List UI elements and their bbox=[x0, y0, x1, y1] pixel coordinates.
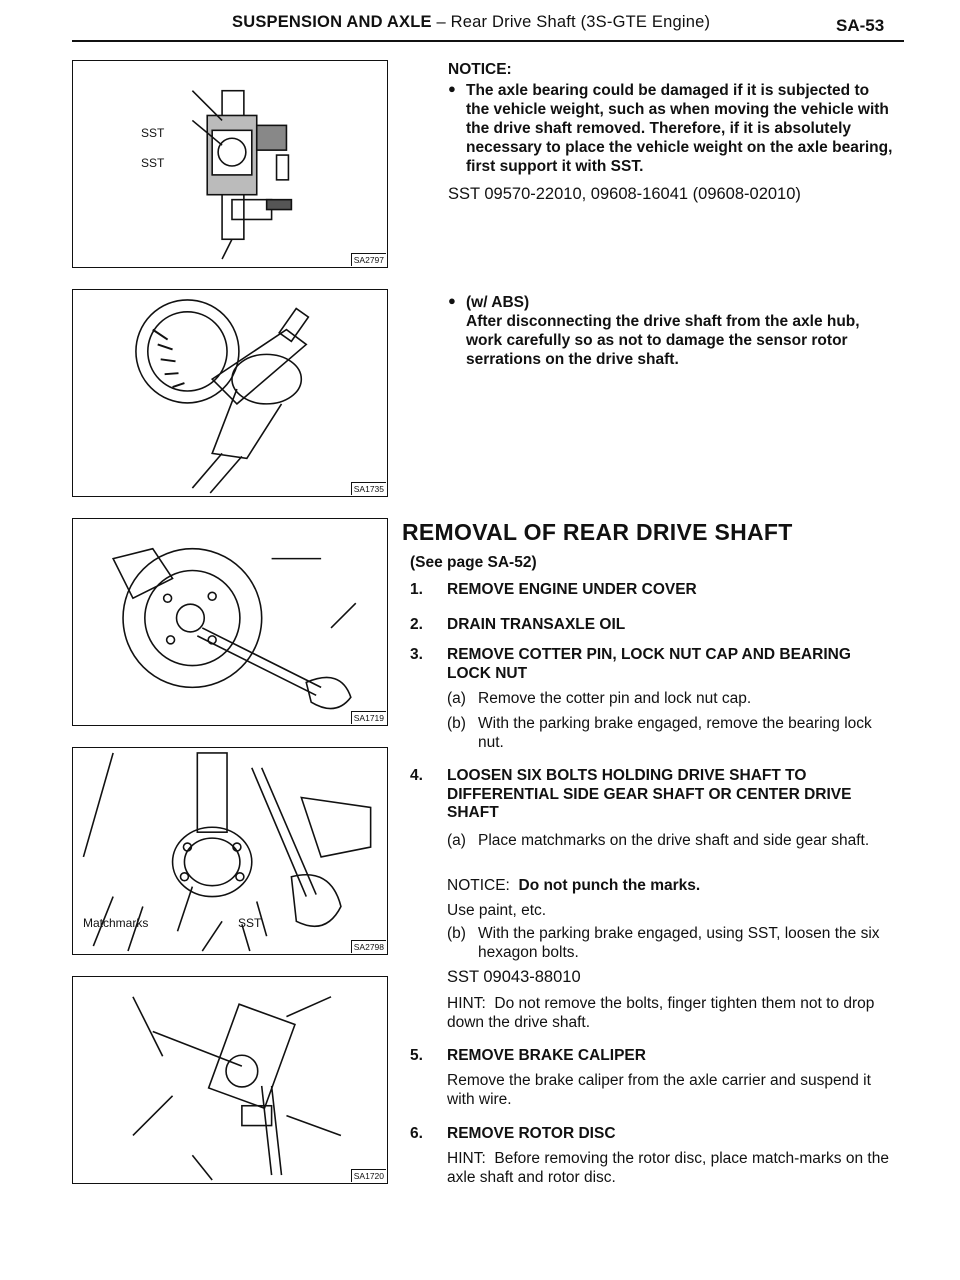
header-rule bbox=[72, 40, 904, 42]
step-4 bbox=[410, 767, 890, 823]
sub-text: Remove the cotter pin and lock nut cap. bbox=[478, 690, 752, 707]
step-number: 3. bbox=[410, 646, 423, 663]
notice-sst: SST 09570-22010, 09608-16041 (09608-02010) bbox=[448, 185, 801, 204]
axle-hub-illustration bbox=[73, 61, 387, 267]
notice-block bbox=[448, 60, 896, 205]
step-4-sst: SST 09043-88010 bbox=[447, 968, 581, 986]
step-2 bbox=[410, 616, 890, 635]
figure-code: SA2797 bbox=[351, 253, 386, 266]
hint-text: Do not remove the bolts, finger tighten them not to drop down the drive shaft. bbox=[447, 995, 875, 1031]
sub-text: With the parking brake engaged, remove the bearing lock nut. bbox=[478, 715, 872, 751]
hint-text: Before removing the rotor disc, place match-marks on the axle shaft and rotor disc. bbox=[447, 1150, 889, 1186]
sub-label: (a) bbox=[447, 832, 466, 849]
header-section: SUSPENSION AND AXLE bbox=[232, 13, 432, 31]
figure-brake-caliper bbox=[72, 976, 388, 1184]
step-title: REMOVE ENGINE UNDER COVER bbox=[447, 581, 697, 598]
step-3 bbox=[410, 646, 890, 683]
sub-text: With the parking brake engaged, using SST, loosen the six hexagon bolts. bbox=[478, 925, 880, 961]
hint-label: HINT: bbox=[447, 1150, 486, 1167]
brake-disc-illustration bbox=[73, 519, 387, 725]
step-1 bbox=[410, 581, 890, 600]
figure-code: SA1735 bbox=[351, 482, 386, 495]
notice-heading: NOTICE: bbox=[448, 61, 512, 78]
figure-label-sst: SST bbox=[238, 916, 262, 930]
step-title: REMOVE BRAKE CALIPER bbox=[447, 1047, 646, 1064]
figure-lock-nut bbox=[72, 518, 388, 726]
sub-label: (a) bbox=[447, 690, 466, 707]
step-title: DRAIN TRANSAXLE OIL bbox=[447, 616, 626, 633]
step-5 bbox=[410, 1047, 890, 1066]
hint-label: HINT: bbox=[447, 995, 486, 1012]
figure-label-sst-1: SST bbox=[141, 126, 165, 140]
step-4b bbox=[447, 925, 887, 962]
figure-matchmarks bbox=[72, 747, 388, 955]
step-4-hint bbox=[447, 995, 892, 1032]
step-title: REMOVE ROTOR DISC bbox=[447, 1125, 616, 1142]
figure-sensor-rotor bbox=[72, 289, 388, 497]
drive-shaft-illustration bbox=[73, 290, 387, 496]
step-6-hint bbox=[447, 1150, 892, 1187]
abs-text: After disconnecting the drive shaft from the axle hub, work carefully so as not to damage the sensor rotor serrations on the drive shaft. bbox=[466, 313, 860, 369]
page-number: SA-53 bbox=[836, 16, 885, 35]
step-5-text: Remove the brake caliper from the axle carrier and suspend it with wire. bbox=[447, 1072, 871, 1108]
section-title: REMOVAL OF REAR DRIVE SHAFT bbox=[402, 519, 793, 545]
step-4-notice bbox=[447, 877, 892, 896]
step-3a bbox=[447, 690, 887, 709]
figure-label-matchmarks: Matchmarks bbox=[83, 916, 149, 930]
figure-code: SA1719 bbox=[351, 711, 386, 724]
header-title bbox=[232, 13, 710, 32]
sub-label: (b) bbox=[447, 925, 466, 942]
step-number: 4. bbox=[410, 767, 423, 784]
brake-caliper-illustration bbox=[73, 977, 387, 1183]
notice-label: NOTICE: bbox=[447, 877, 510, 894]
step-number: 2. bbox=[410, 616, 423, 633]
sub-text: Place matchmarks on the drive shaft and side gear shaft. bbox=[478, 832, 870, 849]
sub-label: (b) bbox=[447, 715, 466, 732]
notice-bullet: ● The axle bearing could be damaged if it is subjected to the vehicle weight, such as when moving the vehicle with the drive shaft removed. Therefore, if it is absolutely necessary to place the vehicle weight on the axle bearing, first support it with SST. bbox=[448, 81, 896, 176]
step-number: 1. bbox=[410, 581, 423, 598]
step-title: LOOSEN SIX BOLTS HOLDING DRIVE SHAFT TO DIFFERENTIAL SIDE GEAR SHAFT OR CENTER DRIVE SHAFT bbox=[447, 767, 852, 822]
abs-note bbox=[448, 293, 896, 369]
figure-code: SA1720 bbox=[351, 1169, 386, 1182]
page-header bbox=[0, 0, 960, 50]
figure-label-sst-2: SST bbox=[141, 156, 165, 170]
header-subtitle: – Rear Drive Shaft (3S-GTE Engine) bbox=[436, 13, 711, 31]
abs-heading: ● (w/ ABS) bbox=[448, 293, 896, 312]
figure-code: SA2798 bbox=[351, 940, 386, 953]
step-number: 5. bbox=[410, 1047, 423, 1064]
step-4-use: Use paint, etc. bbox=[447, 902, 547, 919]
figure-axle-bearing-sst bbox=[72, 60, 388, 268]
step-6 bbox=[410, 1125, 890, 1144]
step-number: 6. bbox=[410, 1125, 423, 1142]
step-title: REMOVE COTTER PIN, LOCK NUT CAP AND BEARING LOCK NUT bbox=[447, 646, 851, 682]
step-4a bbox=[447, 832, 887, 851]
notice-text: Do not punch the marks. bbox=[518, 877, 701, 894]
step-3b bbox=[447, 715, 887, 752]
section-ref: (See page SA-52) bbox=[410, 554, 537, 571]
